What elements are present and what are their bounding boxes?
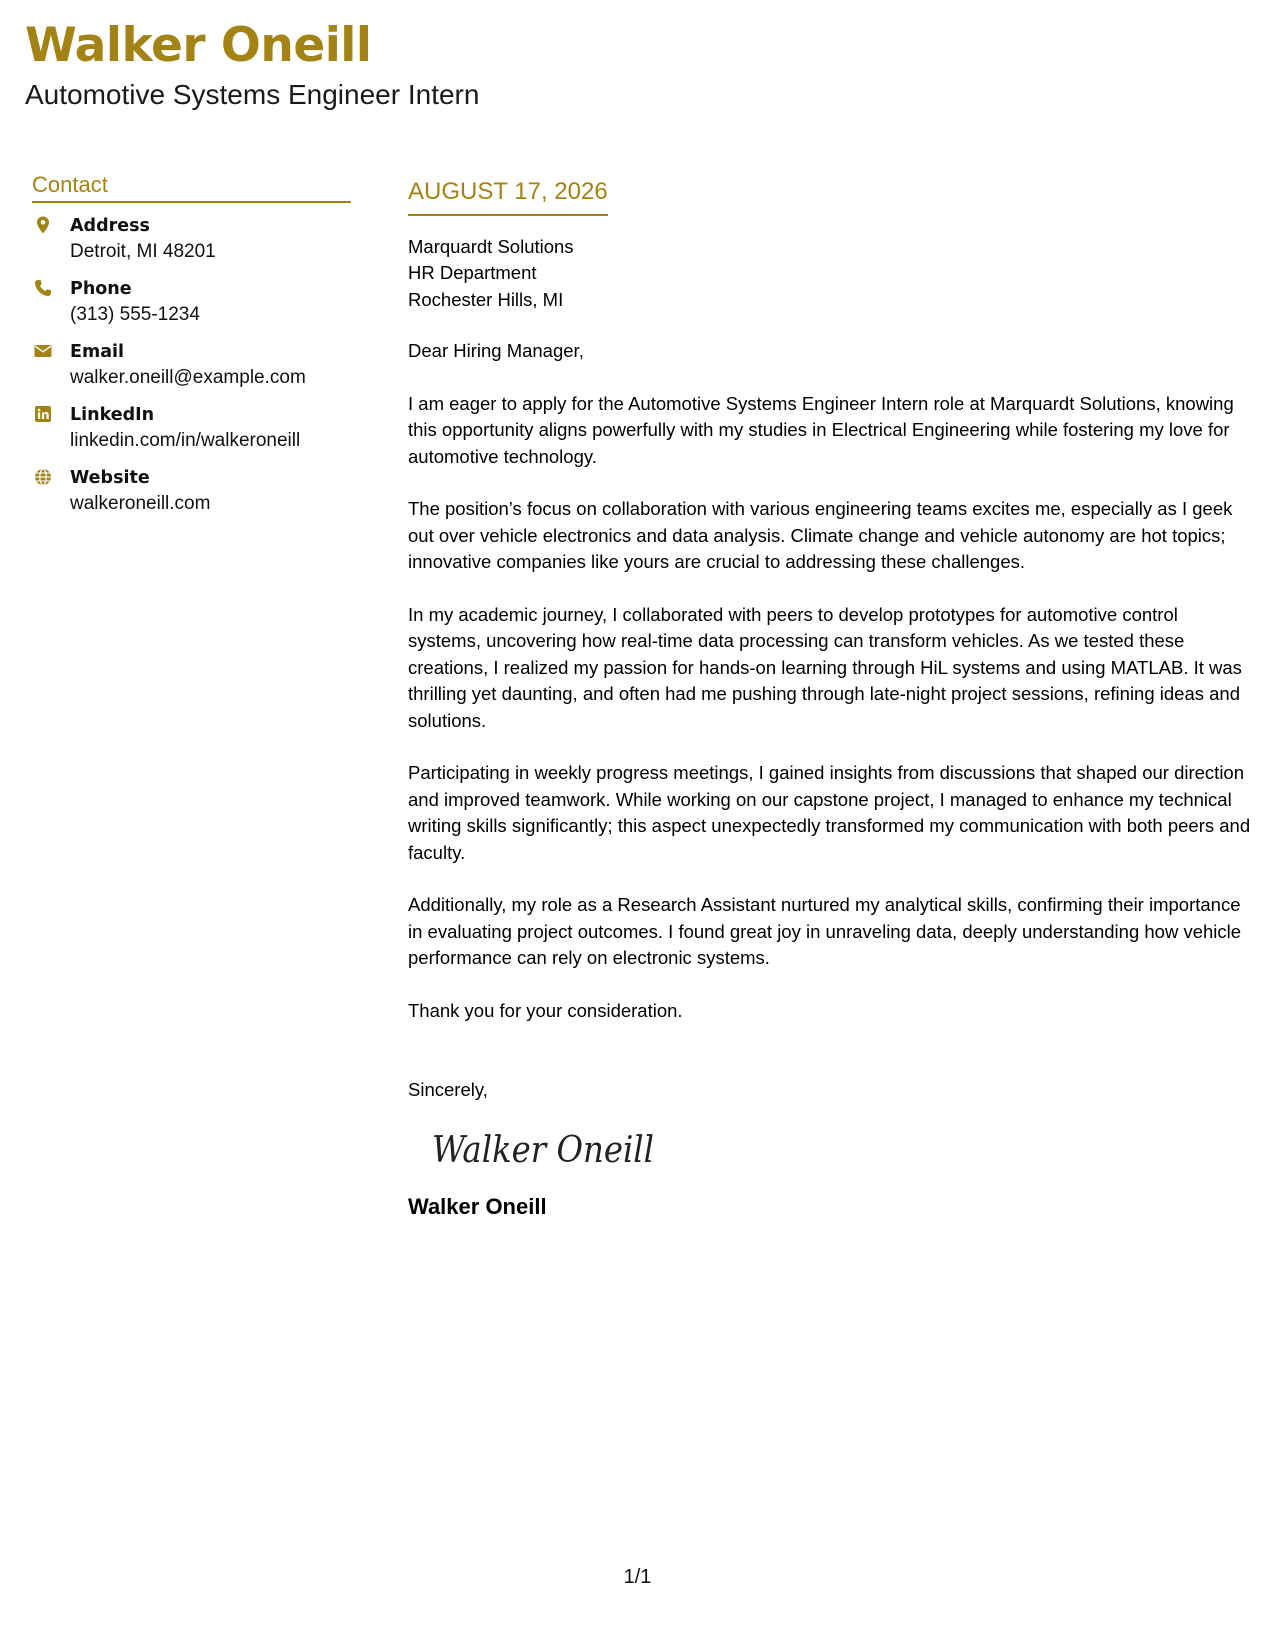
contact-sidebar [32,172,351,529]
address-value: Detroit, MI 48201 [70,241,216,263]
paragraph: Additionally, my role as a Research Assistant nurtured my analytical skills, confirming their importance in evaluating project outcomes. I found great joy in unraveling data, deeply understanding how vehicle performance can rely on electronic systems. [408,894,1242,969]
handwritten-signature [428,1114,668,1184]
recipient-company: Marquardt Solutions [408,235,574,257]
letter-date: AUGUST 17, 2026 [408,178,608,216]
recipient-location: Rochester Hills, MI [408,288,564,310]
contact-item-email [32,340,351,390]
contact-list [32,214,351,516]
paragraph: Participating in weekly progress meetings, I gained insights from discussions that shaped our direction and improved teamwork. While working on our capstone project, I managed to enhance my technical writing skills significantly; this aspect unexpectedly transformed my communication with both peers and faculty. [408,762,1251,863]
salutation: Dear Hiring Manager, [408,340,584,362]
applicant-name: Walker Oneill [25,18,372,73]
contact-label: LinkedIn [70,405,155,426]
paragraph: In my academic journey, I collaborated with peers to develop prototypes for automotive control systems, uncovering how real-time data processing can transform vehicles. As we tested these creations, I realized my passion for hands-on learning through HiL systems and using MATLAB. It was thrilling yet daunting, and often had me pushing through late-night project sessions, refining ideas and solutions. [408,603,1242,731]
contact-label: Website [70,468,150,489]
envelope-icon [34,342,52,360]
signer-name: Walker Oneill [408,1193,547,1219]
contact-item-phone [32,277,351,327]
linkedin-icon [34,405,52,423]
map-marker-icon [34,216,52,234]
contact-label: Address [70,216,150,237]
contact-label: Email [70,342,124,363]
paragraph: Thank you for your consideration. [408,999,683,1021]
website-value[interactable]: walkeroneill.com [70,493,211,515]
contact-item-address [32,214,351,264]
letter-body [408,178,1253,1222]
phone-value: (313) 555-1234 [70,304,200,326]
contact-item-website [32,466,351,516]
linkedin-value[interactable]: linkedin.com/in/walkeroneill [70,430,301,452]
contact-label: Phone [70,279,132,300]
page-number: 1/1 [623,1566,652,1588]
contact-heading: Contact [32,172,351,203]
contact-item-linkedin [32,403,351,453]
svg-text:Walker Oneill: Walker Oneill [432,1129,654,1171]
phone-icon [34,279,52,297]
paragraph: I am eager to apply for the Automotive Systems Engineer Intern role at Marquardt Solutions, knowing this opportunity aligns powerfully with my studies in Electrical Engineering while fostering my love for automotive technology. [408,392,1234,467]
recipient-block [408,234,1253,314]
applicant-title: Automotive Systems Engineer Intern [25,79,480,110]
paragraph: The position’s focus on collaboration with various engineering teams excites me, especially as I geek out over vehicle electronics and data analysis. Climate change and vehicle autonomy are hot topics; innovative companies like yours are crucial to addressing these challenges. [408,498,1233,573]
globe-icon [34,468,52,486]
email-value[interactable]: walker.oneill@example.com [70,367,306,389]
recipient-department: HR Department [408,262,537,284]
closing: Sincerely, [408,1079,488,1101]
